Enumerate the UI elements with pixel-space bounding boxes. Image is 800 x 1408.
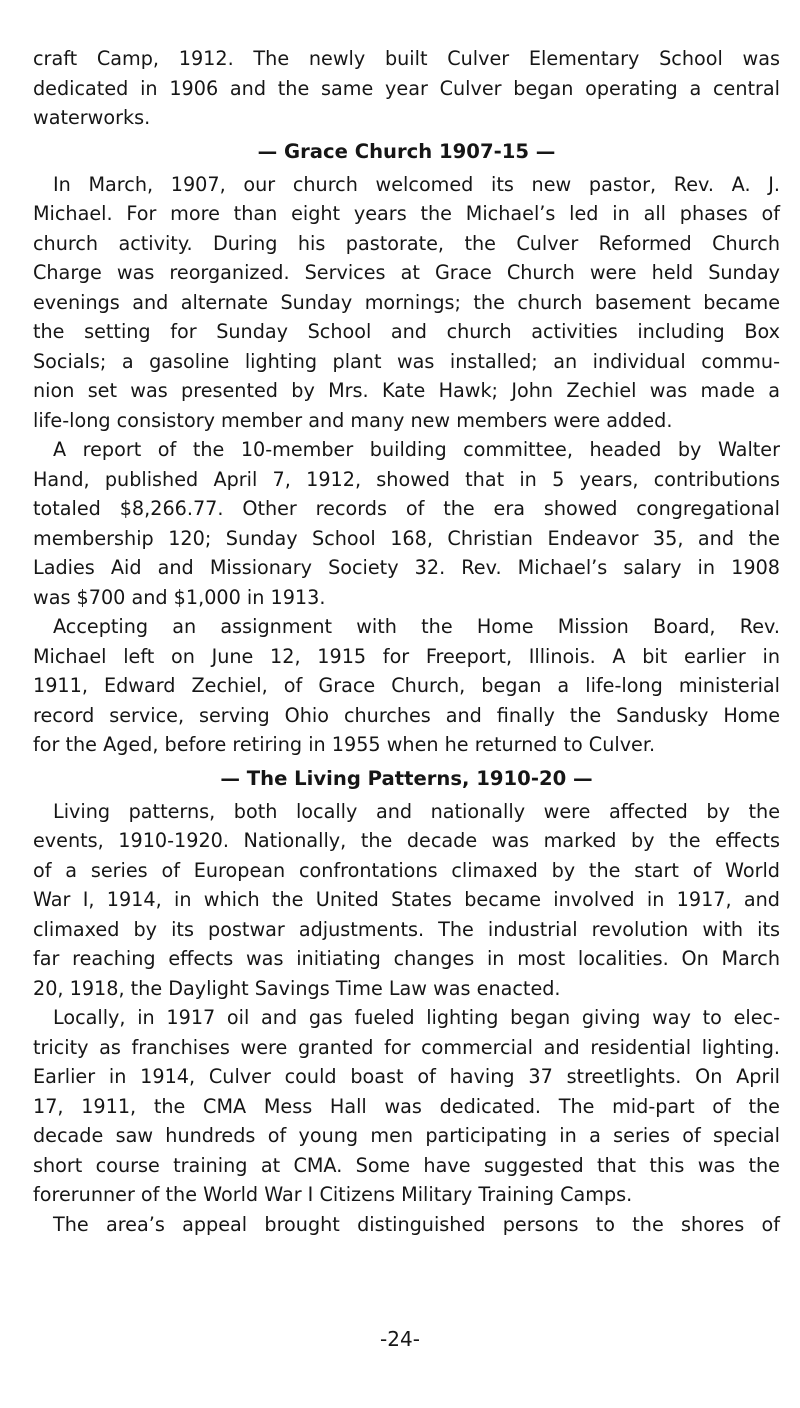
text-line: Locally, in 1917 oil and gas fueled lighting began giving way to elec- <box>53 1006 780 1029</box>
text-line: 1911, Edward Zechiel, of Grace Church, began a life-long ministerial <box>33 674 780 697</box>
paragraph <box>33 170 780 436</box>
text-line: Charge was reorganized. Services at Grace Church were held Sunday <box>33 261 780 284</box>
section-heading: — Grace Church 1907-15 — <box>257 139 556 163</box>
text-line: craft Camp, 1912. The newly built Culver Elementary School was <box>33 47 780 70</box>
text-line: nion set was presented by Mrs. Kate Hawk; John Zechiel was made a <box>33 379 780 402</box>
text-line: evenings and alternate Sunday mornings; the church basement became <box>33 290 780 314</box>
text-line: tricity as franchises were granted for commercial and residential lighting. <box>33 1035 780 1059</box>
text-line: Michael left on June 12, 1915 for Freeport, Illinois. A bit earlier in <box>33 644 780 668</box>
text-line: Ladies Aid and Missionary Society 32. Rev. Michael’s salary in 1908 <box>33 556 780 579</box>
text-line: decade saw hundreds of young men participating in a series of special <box>33 1124 780 1147</box>
text-line: short course training at CMA. Some have suggested that this was the <box>33 1153 780 1177</box>
text-line: Living patterns, both locally and nationally were affected by the <box>53 799 780 823</box>
text-line: totaled $8,266.77. Other records of the era showed congregational <box>33 497 780 520</box>
text-line: The area’s appeal brought distinguished persons to the shores of <box>53 1212 780 1236</box>
text-line: membership 120; Sunday School 168, Christian Endeavor 35, and the <box>33 526 780 550</box>
text-line: A report of the 10-member building committee, headed by Walter <box>53 438 780 461</box>
paragraph <box>33 435 780 612</box>
text-line: was $700 and $1,000 in 1913. <box>33 585 326 609</box>
page-number: -24- <box>380 1327 420 1351</box>
text-line: record service, serving Ohio churches and finally the Sandusky Home <box>33 703 780 727</box>
text-line: Hand, published April 7, 1912, showed that in 5 years, contributions <box>33 467 780 491</box>
text-line: climaxed by its postwar adjustments. The industrial revolution with its <box>33 917 780 941</box>
text-line: of a series of European confrontations climaxed by the start of World <box>33 858 780 882</box>
text-line: Socials; a gasoline lighting plant was installed; an individual commu- <box>33 349 780 373</box>
document-body <box>33 44 780 1239</box>
text-line: far reaching effects was initiating changes in most localities. On March <box>33 947 780 970</box>
text-line: life-long consistory member and many new members were added. <box>33 408 673 432</box>
text-line: Michael. For more than eight years the Michael’s led in all phases of <box>33 202 780 225</box>
text-line: Accepting an assignment with the Home Mission Board, Rev. <box>53 615 780 638</box>
text-line: Earlier in 1914, Culver could boast of having 37 streetlights. On April <box>33 1065 780 1088</box>
text-line: In March, 1907, our church welcomed its new pastor, Rev. A. J. <box>53 172 780 196</box>
paragraph <box>33 612 780 760</box>
text-line: events, 1910-1920. Nationally, the decade was marked by the effects <box>33 829 780 852</box>
text-line: forerunner of the World War I Citizens Military Training Camps. <box>33 1183 633 1206</box>
text-line: waterworks. <box>33 106 151 129</box>
text-line: War I, 1914, in which the United States became involved in 1917, and <box>33 888 780 911</box>
text-line: dedicated in 1906 and the same year Culver began operating a central <box>33 76 780 100</box>
paragraph <box>33 1003 780 1210</box>
text-line: 20, 1918, the Daylight Savings Time Law was enacted. <box>33 976 561 1000</box>
text-line: church activity. During his pastorate, the Culver Reformed Church <box>33 231 780 255</box>
paragraph <box>33 44 780 133</box>
text-line: 17, 1911, the CMA Mess Hall was dedicated. The mid-part of the <box>33 1094 780 1118</box>
text-line: the setting for Sunday School and church activities including Box <box>33 320 780 343</box>
paragraph <box>33 1210 780 1240</box>
paragraph <box>33 797 780 1004</box>
section-heading: — The Living Patterns, 1910-20 — <box>220 766 593 790</box>
text-line: for the Aged, before retiring in 1955 when he returned to Culver. <box>33 733 656 756</box>
